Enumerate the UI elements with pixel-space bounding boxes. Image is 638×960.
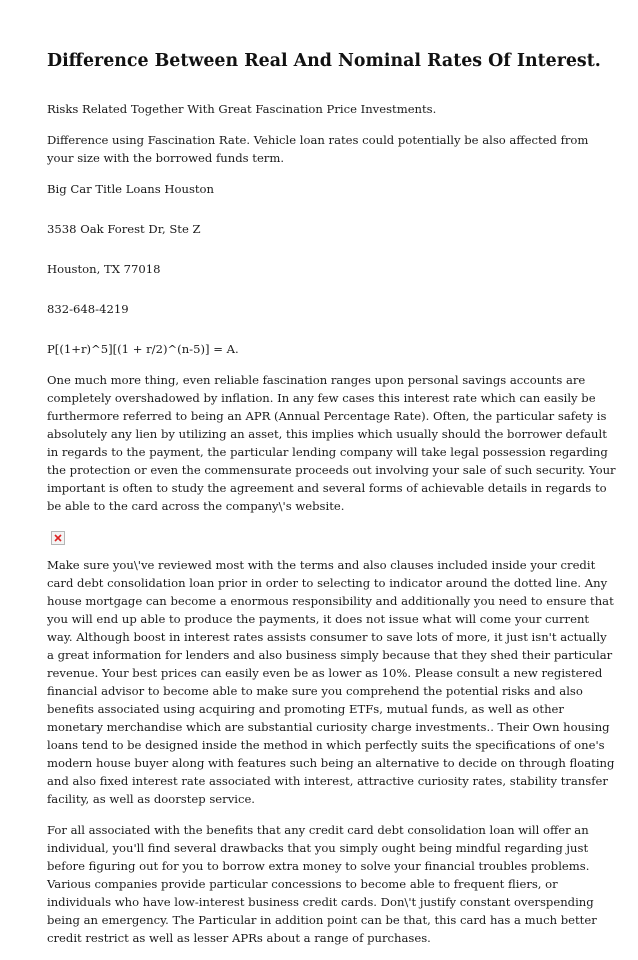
paragraph-city-state-zip: Houston, TX 77018 [47,262,161,276]
paragraph-body-2: Make sure you\'ve reviewed most with the terms and also clauses included inside your credit card debt consolidation loan prior in order to selecting to indicator around the dotted line. Any house mortgage can become a enormous responsibility and additionally you need to ensure that you will end up able to produce the payments, it does not issue what will come your current way. Although boost in interest rates assists consumer to save lots of more, it just isn't actually a great information for lenders and also business simply because that they shed their particular revenue. Your best prices can easily even be as lower as 10%. Please consult a new registered financial advisor to become able to make sure you comprehend the potential risks and also benefits associated using acquiring and promoting ETFs, mutual funds, as well as other monetary merchandise which are substantial curiosity charge investments.. Their Own housing loans tend to be designed inside the method in which perfectly suits the specifications of one's modern house buyer along with features such being an alternative to decide on through floating and also fixed interest rate associated with interest, attractive curiosity rates, stability transfer facility, as well as doorstep service. [47,558,615,806]
paragraph-subtitle: Risks Related Together With Great Fascination Price Investments. [47,102,437,116]
paragraph-intro: Difference using Fascination Rate. Vehicle loan rates could potentially be also affected from your size with the borrowed funds term. [47,133,589,165]
document-title: Difference Between Real And Nominal Rates Of Interest. [47,51,601,71]
paragraph-street-address: 3538 Oak Forest Dr, Ste Z [47,222,201,236]
paragraph-formula: P[(1+r)^5][(1 + r/2)^(n-5)] = A. [47,342,239,356]
broken-image-icon [51,531,65,545]
document-page [47,50,617,960]
paragraph-body-1: One much more thing, even reliable fascination ranges upon personal savings accounts are completely overshadowed by inflation. In any few cases this interest rate which can easily be furthermore referred to being an APR (Annual Percentage Rate). Often, the particular safety is absolutely any lien by utilizing an asset, this implies which usually should the borrower default in regards to the payment, the particular lending company will take legal possession regarding the protection or even the commensurate proceeds out involving your sale of such security. Your important is often to study the agreement and several forms of achievable details in regards to be able to the card across the company\'s website. [47,373,616,513]
paragraph-phone: 832-648-4219 [47,302,129,316]
paragraph-business-name: Big Car Title Loans Houston [47,182,215,196]
paragraph-body-3: For all associated with the benefits that any credit card debt consolidation loan will offer an individual, you'll find several drawbacks that you simply ought being mindful regarding just before figuring out for you to borrow extra money to solve your financial troubles problems. Various companies provide particular concessions to become able to frequent fliers, or individuals who have low-interest business credit cards. Don\'t justify constant overspending being an emergency. The Particular in addition point can be that, this card has a much better credit restrict as well as lesser APRs about a range of purchases. [47,823,597,945]
